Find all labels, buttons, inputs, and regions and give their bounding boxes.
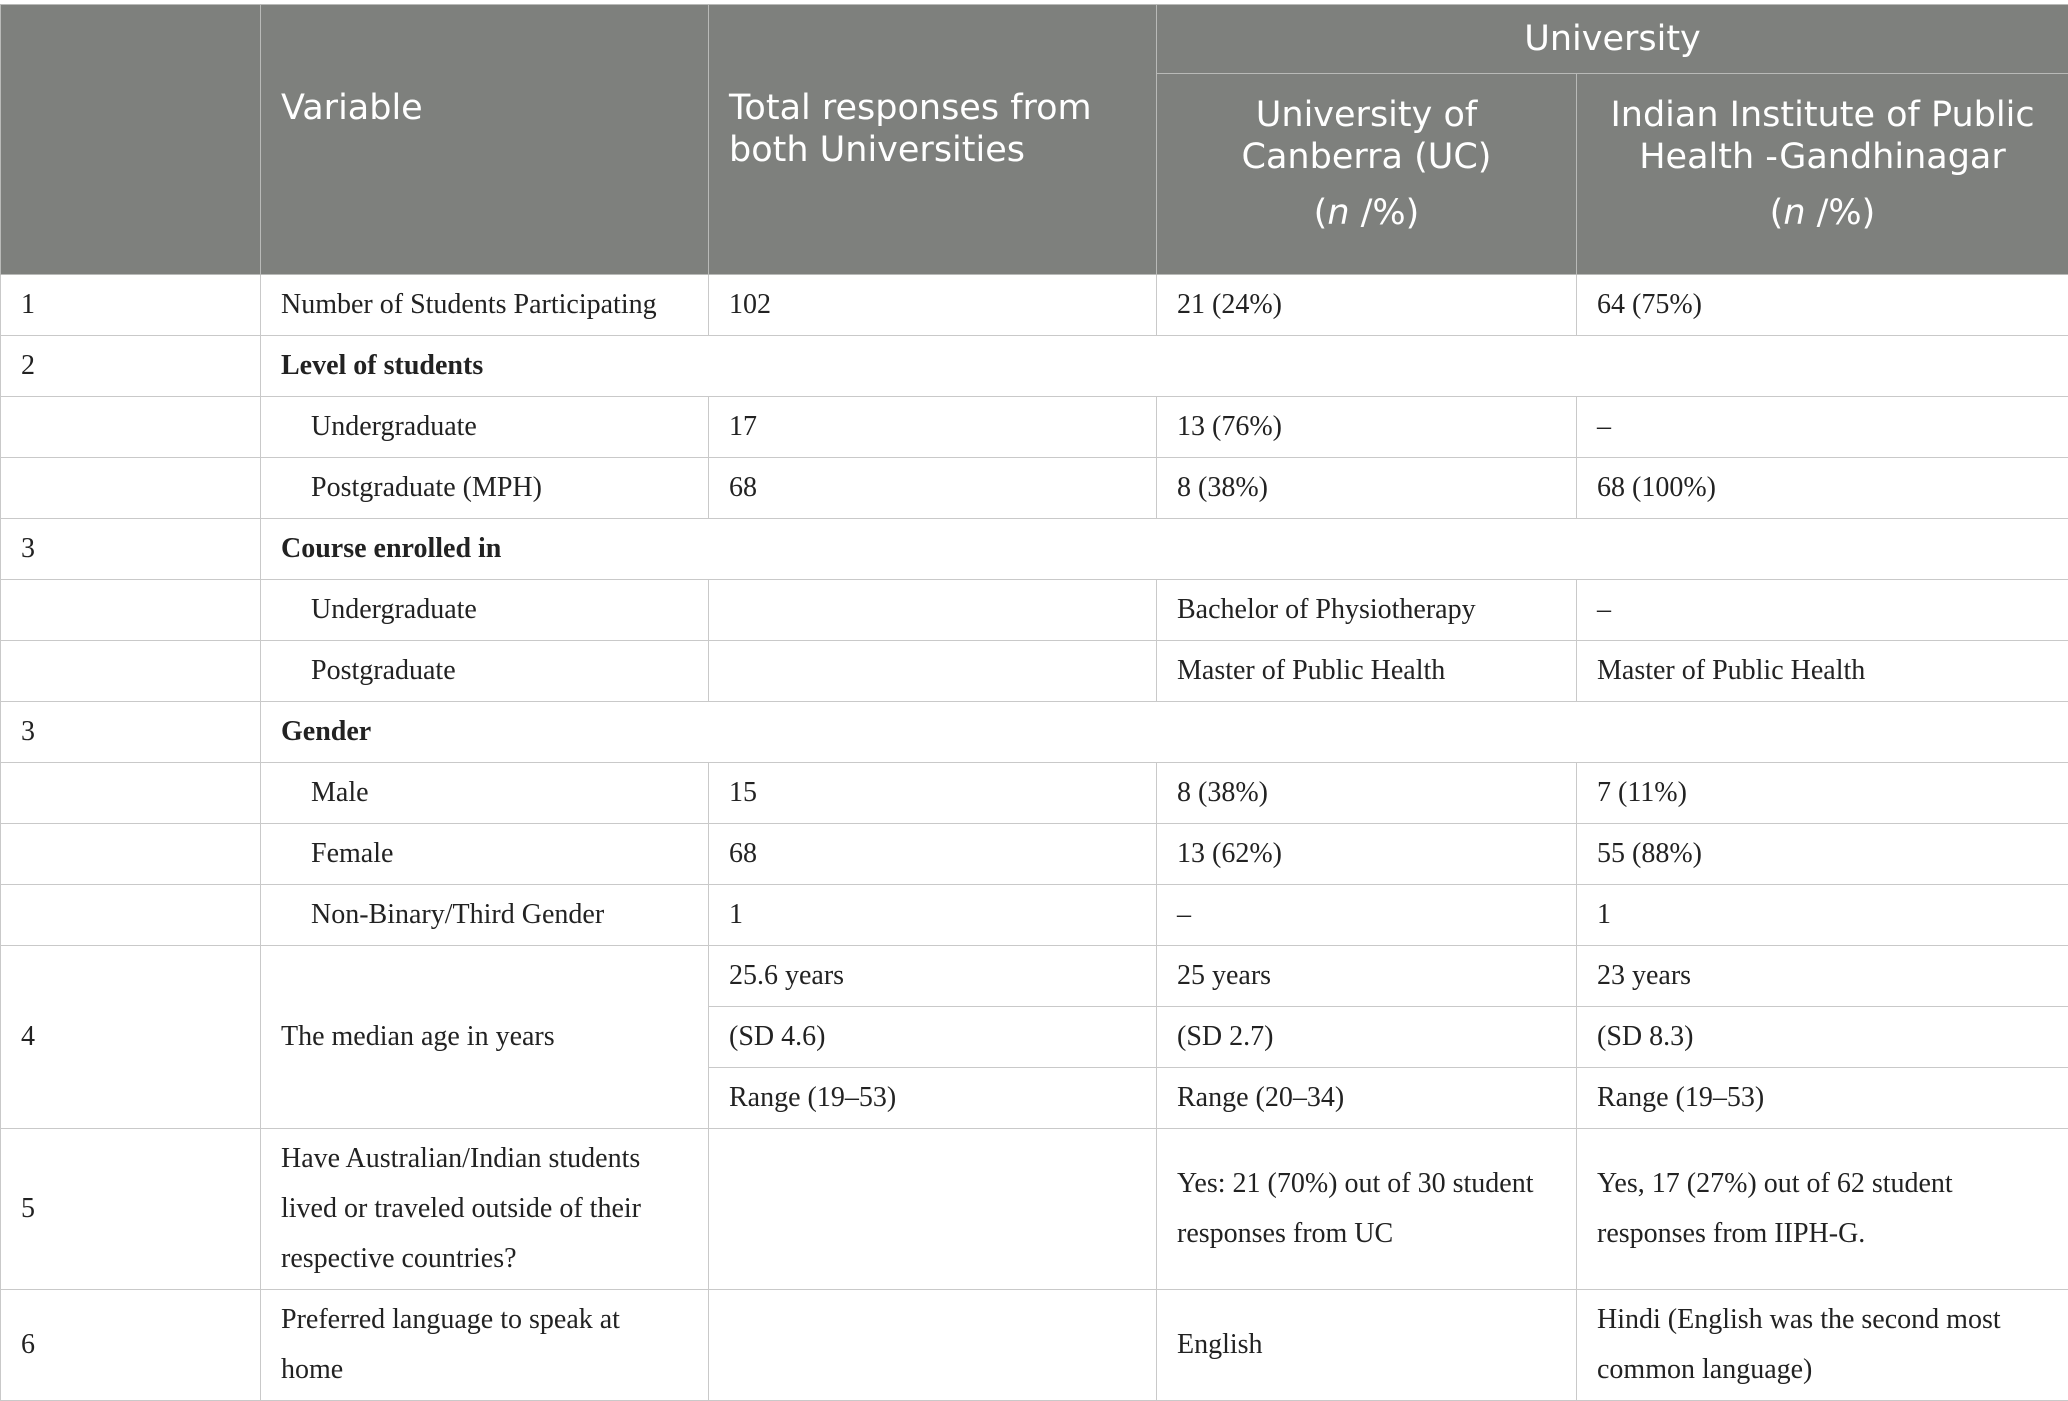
row-number: 6 bbox=[1, 1290, 261, 1401]
row-variable: Have Australian/Indian students lived or traveled outside of their respective countries? bbox=[261, 1129, 709, 1290]
header-iiph-npct: (n /%) bbox=[1769, 193, 1876, 233]
table-row bbox=[1, 580, 2068, 641]
header-iiph-npct-rest: /%) bbox=[1805, 193, 1876, 233]
row-number: 3 bbox=[1, 519, 261, 580]
header-total-responses: Total responses from both Universities bbox=[709, 5, 1157, 275]
row-variable: Preferred language to speak at home bbox=[261, 1290, 709, 1401]
row-number: 3 bbox=[1, 702, 261, 763]
row-number bbox=[1, 641, 261, 702]
header-variable: Variable bbox=[261, 5, 709, 275]
section-heading: Level of students bbox=[261, 336, 2068, 397]
header-iiph-name: Indian Institute of Public Health -Gandhinagar bbox=[1610, 95, 2035, 177]
row-uc: 8 (38%) bbox=[1157, 763, 1577, 824]
row-number bbox=[1, 885, 261, 946]
row-uc: English bbox=[1157, 1290, 1577, 1401]
row-total bbox=[709, 1290, 1157, 1401]
header-iiph-npct-n: n bbox=[1783, 193, 1806, 233]
row-variable: Male bbox=[261, 763, 709, 824]
row-iiph-sd: (SD 8.3) bbox=[1577, 1007, 2068, 1068]
header-uc-npct-n: n bbox=[1327, 193, 1350, 233]
table-row bbox=[1, 946, 2068, 1007]
row-number: 4 bbox=[1, 946, 261, 1129]
table-header bbox=[1, 5, 2068, 275]
header-uc bbox=[1157, 74, 1577, 275]
row-uc: Bachelor of Physiotherapy bbox=[1157, 580, 1577, 641]
row-variable: Undergraduate bbox=[261, 580, 709, 641]
row-iiph: 68 (100%) bbox=[1577, 458, 2068, 519]
row-uc: 8 (38%) bbox=[1157, 458, 1577, 519]
header-university-group: University bbox=[1157, 5, 2068, 74]
section-row bbox=[1, 702, 2068, 763]
row-uc-range: Range (20–34) bbox=[1157, 1068, 1577, 1129]
row-uc: Master of Public Health bbox=[1157, 641, 1577, 702]
table-row bbox=[1, 1290, 2068, 1401]
row-number bbox=[1, 397, 261, 458]
section-row bbox=[1, 336, 2068, 397]
row-iiph: 64 (75%) bbox=[1577, 275, 2068, 336]
row-variable: Non-Binary/Third Gender bbox=[261, 885, 709, 946]
row-iiph: Hindi (English was the second most common language) bbox=[1577, 1290, 2068, 1401]
row-iiph: – bbox=[1577, 580, 2068, 641]
row-number bbox=[1, 763, 261, 824]
table-row bbox=[1, 1129, 2068, 1290]
row-total bbox=[709, 580, 1157, 641]
row-number bbox=[1, 580, 261, 641]
section-heading: Gender bbox=[261, 702, 2068, 763]
row-iiph: Master of Public Health bbox=[1577, 641, 2068, 702]
table-row bbox=[1, 275, 2068, 336]
row-number: 2 bbox=[1, 336, 261, 397]
row-iiph: 55 (88%) bbox=[1577, 824, 2068, 885]
table-row bbox=[1, 885, 2068, 946]
row-iiph: – bbox=[1577, 397, 2068, 458]
header-uc-name: University of Canberra (UC) bbox=[1241, 95, 1492, 177]
row-iiph: Yes, 17 (27%) out of 62 student responses from IIPH-G. bbox=[1577, 1129, 2068, 1290]
row-number bbox=[1, 824, 261, 885]
row-number: 1 bbox=[1, 275, 261, 336]
row-iiph-median: 23 years bbox=[1577, 946, 2068, 1007]
header-row-top bbox=[1, 5, 2068, 74]
row-iiph: 1 bbox=[1577, 885, 2068, 946]
row-number: 5 bbox=[1, 1129, 261, 1290]
row-number bbox=[1, 458, 261, 519]
section-heading: Course enrolled in bbox=[261, 519, 2068, 580]
row-uc: 13 (76%) bbox=[1157, 397, 1577, 458]
row-uc-median: 25 years bbox=[1157, 946, 1577, 1007]
section-row bbox=[1, 519, 2068, 580]
row-total: 17 bbox=[709, 397, 1157, 458]
row-variable: Number of Students Participating bbox=[261, 275, 709, 336]
table-row bbox=[1, 824, 2068, 885]
row-variable: The median age in years bbox=[261, 946, 709, 1129]
table-row bbox=[1, 763, 2068, 824]
header-iiph bbox=[1577, 74, 2068, 275]
row-variable: Female bbox=[261, 824, 709, 885]
row-total bbox=[709, 1129, 1157, 1290]
header-uc-npct: (n /%) bbox=[1313, 193, 1420, 233]
row-iiph: 7 (11%) bbox=[1577, 763, 2068, 824]
row-variable: Postgraduate (MPH) bbox=[261, 458, 709, 519]
row-uc: – bbox=[1157, 885, 1577, 946]
row-total bbox=[709, 641, 1157, 702]
demographics-table bbox=[0, 4, 2068, 1401]
row-total: 1 bbox=[709, 885, 1157, 946]
table-row bbox=[1, 641, 2068, 702]
row-total-sd: (SD 4.6) bbox=[709, 1007, 1157, 1068]
row-total-median: 25.6 years bbox=[709, 946, 1157, 1007]
row-total: 68 bbox=[709, 458, 1157, 519]
row-total: 102 bbox=[709, 275, 1157, 336]
table-body bbox=[1, 275, 2068, 1401]
row-total: 68 bbox=[709, 824, 1157, 885]
row-uc: Yes: 21 (70%) out of 30 student responses from UC bbox=[1157, 1129, 1577, 1290]
header-uc-npct-rest: /%) bbox=[1349, 193, 1420, 233]
row-variable: Postgraduate bbox=[261, 641, 709, 702]
table-row bbox=[1, 397, 2068, 458]
row-uc: 21 (24%) bbox=[1157, 275, 1577, 336]
row-uc: 13 (62%) bbox=[1157, 824, 1577, 885]
row-total: 15 bbox=[709, 763, 1157, 824]
table-row bbox=[1, 458, 2068, 519]
row-iiph-range: Range (19–53) bbox=[1577, 1068, 2068, 1129]
row-total-range: Range (19–53) bbox=[709, 1068, 1157, 1129]
header-number-cell bbox=[1, 5, 261, 275]
row-uc-sd: (SD 2.7) bbox=[1157, 1007, 1577, 1068]
row-variable: Undergraduate bbox=[261, 397, 709, 458]
